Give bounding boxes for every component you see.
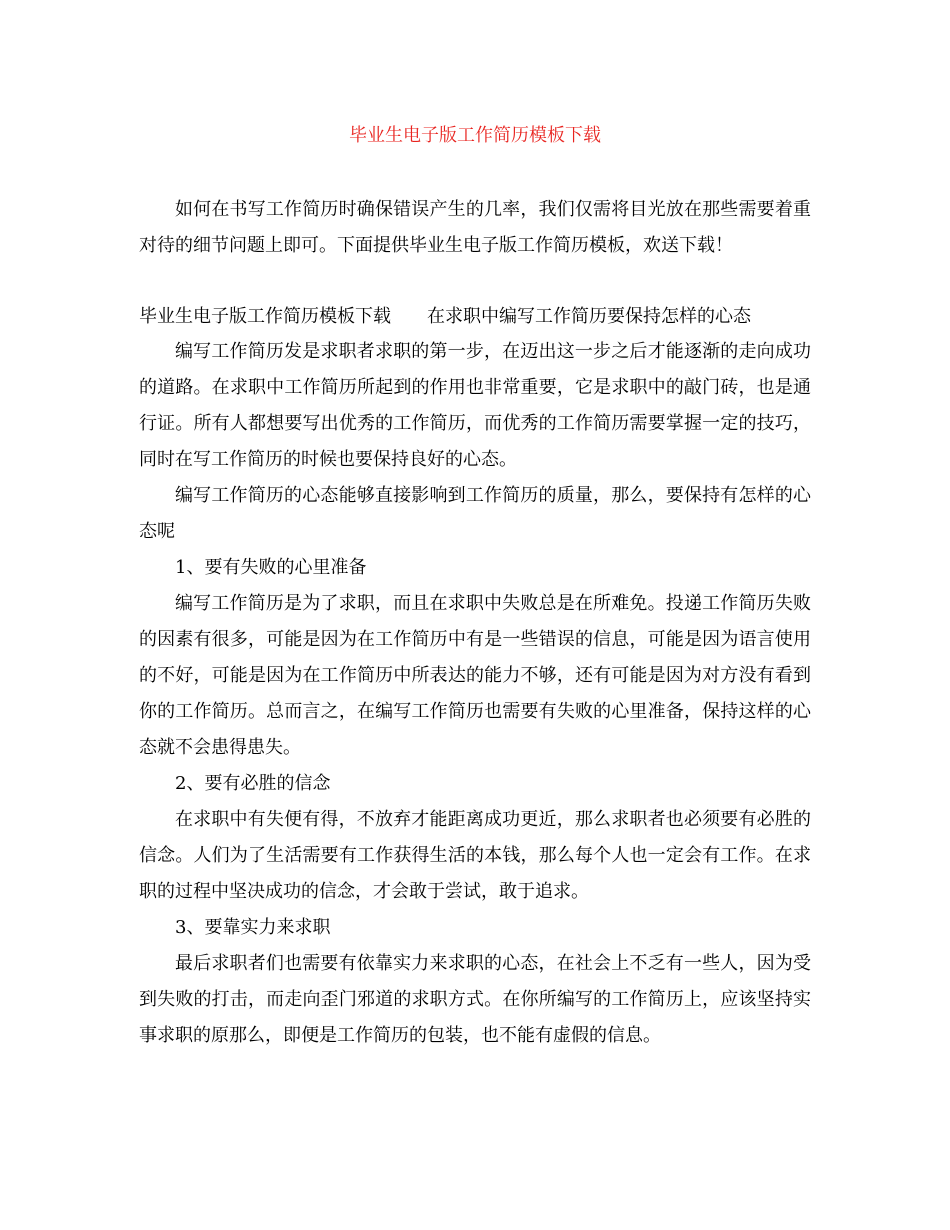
intro-section	[139, 192, 811, 264]
page-title: 毕业生电子版工作简历模板下载	[349, 125, 601, 146]
body-paragraph: 在求职中有失便有得，不放弃才能距离成功更近，那么求职者也必须要有必胜的信念。人们为了生活需要有工作获得生活的本钱，那么每个人也一定会有工作。在求职的过程中坚决成功的信念，才会敢于尝试，敢于追求。	[139, 809, 811, 902]
section-heading-right: 在求职中编写工作简历要保持怎样的心态	[427, 306, 751, 327]
subheading-1: 1、要有失败的心里准备	[175, 557, 367, 578]
intro-paragraph: 如何在书写工作简历时确保错误产生的几率，我们仅需将目光放在那些需要着重对待的细节问题上即可。下面提供毕业生电子版工作简历模板，欢送下载！	[139, 199, 811, 256]
subheading-2: 2、要有必胜的信念	[175, 773, 331, 794]
section-heading-left: 毕业生电子版工作简历模板下载	[139, 306, 391, 327]
body-paragraph: 编写工作简历发是求职者求职的第一步，在迈出这一步之后才能逐渐的走向成功的道路。在求职中工作简历所起到的作用也非常重要，它是求职中的敲门砖，也是通行证。所有人都想要写出优秀的工作简历，而优秀的工作简历需要掌握一定的技巧，同时在写工作简历的时候也要保持良好的心态。	[139, 341, 811, 470]
main-section	[139, 300, 811, 1054]
section-heading	[139, 300, 811, 334]
subheading-3: 3、要靠实力来求职	[175, 917, 331, 938]
body-paragraph: 编写工作简历是为了求职，而且在求职中失败总是在所难免。投递工作简历失败的因素有很多，可能是因为在工作简历中有是一些错误的信息，可能是因为语言使用的不好，可能是因为在工作简历中所表达的能力不够，还有可能是因为对方没有看到你的工作简历。总而言之，在编写工作简历也需要有失败的心里准备，保持这样的心态就不会患得患失。	[139, 593, 811, 758]
body-paragraph: 编写工作简历的心态能够直接影响到工作简历的质量，那么，要保持有怎样的心态呢	[139, 485, 811, 542]
body-paragraph: 最后求职者们也需要有依靠实力来求职的心态，在社会上不乏有一些人，因为受到失败的打击，而走向歪门邪道的求职方式。在你所编写的工作简历上，应该坚持实事求职的原那么，即便是工作简历的包装，也不能有虚假的信息。	[139, 953, 811, 1046]
